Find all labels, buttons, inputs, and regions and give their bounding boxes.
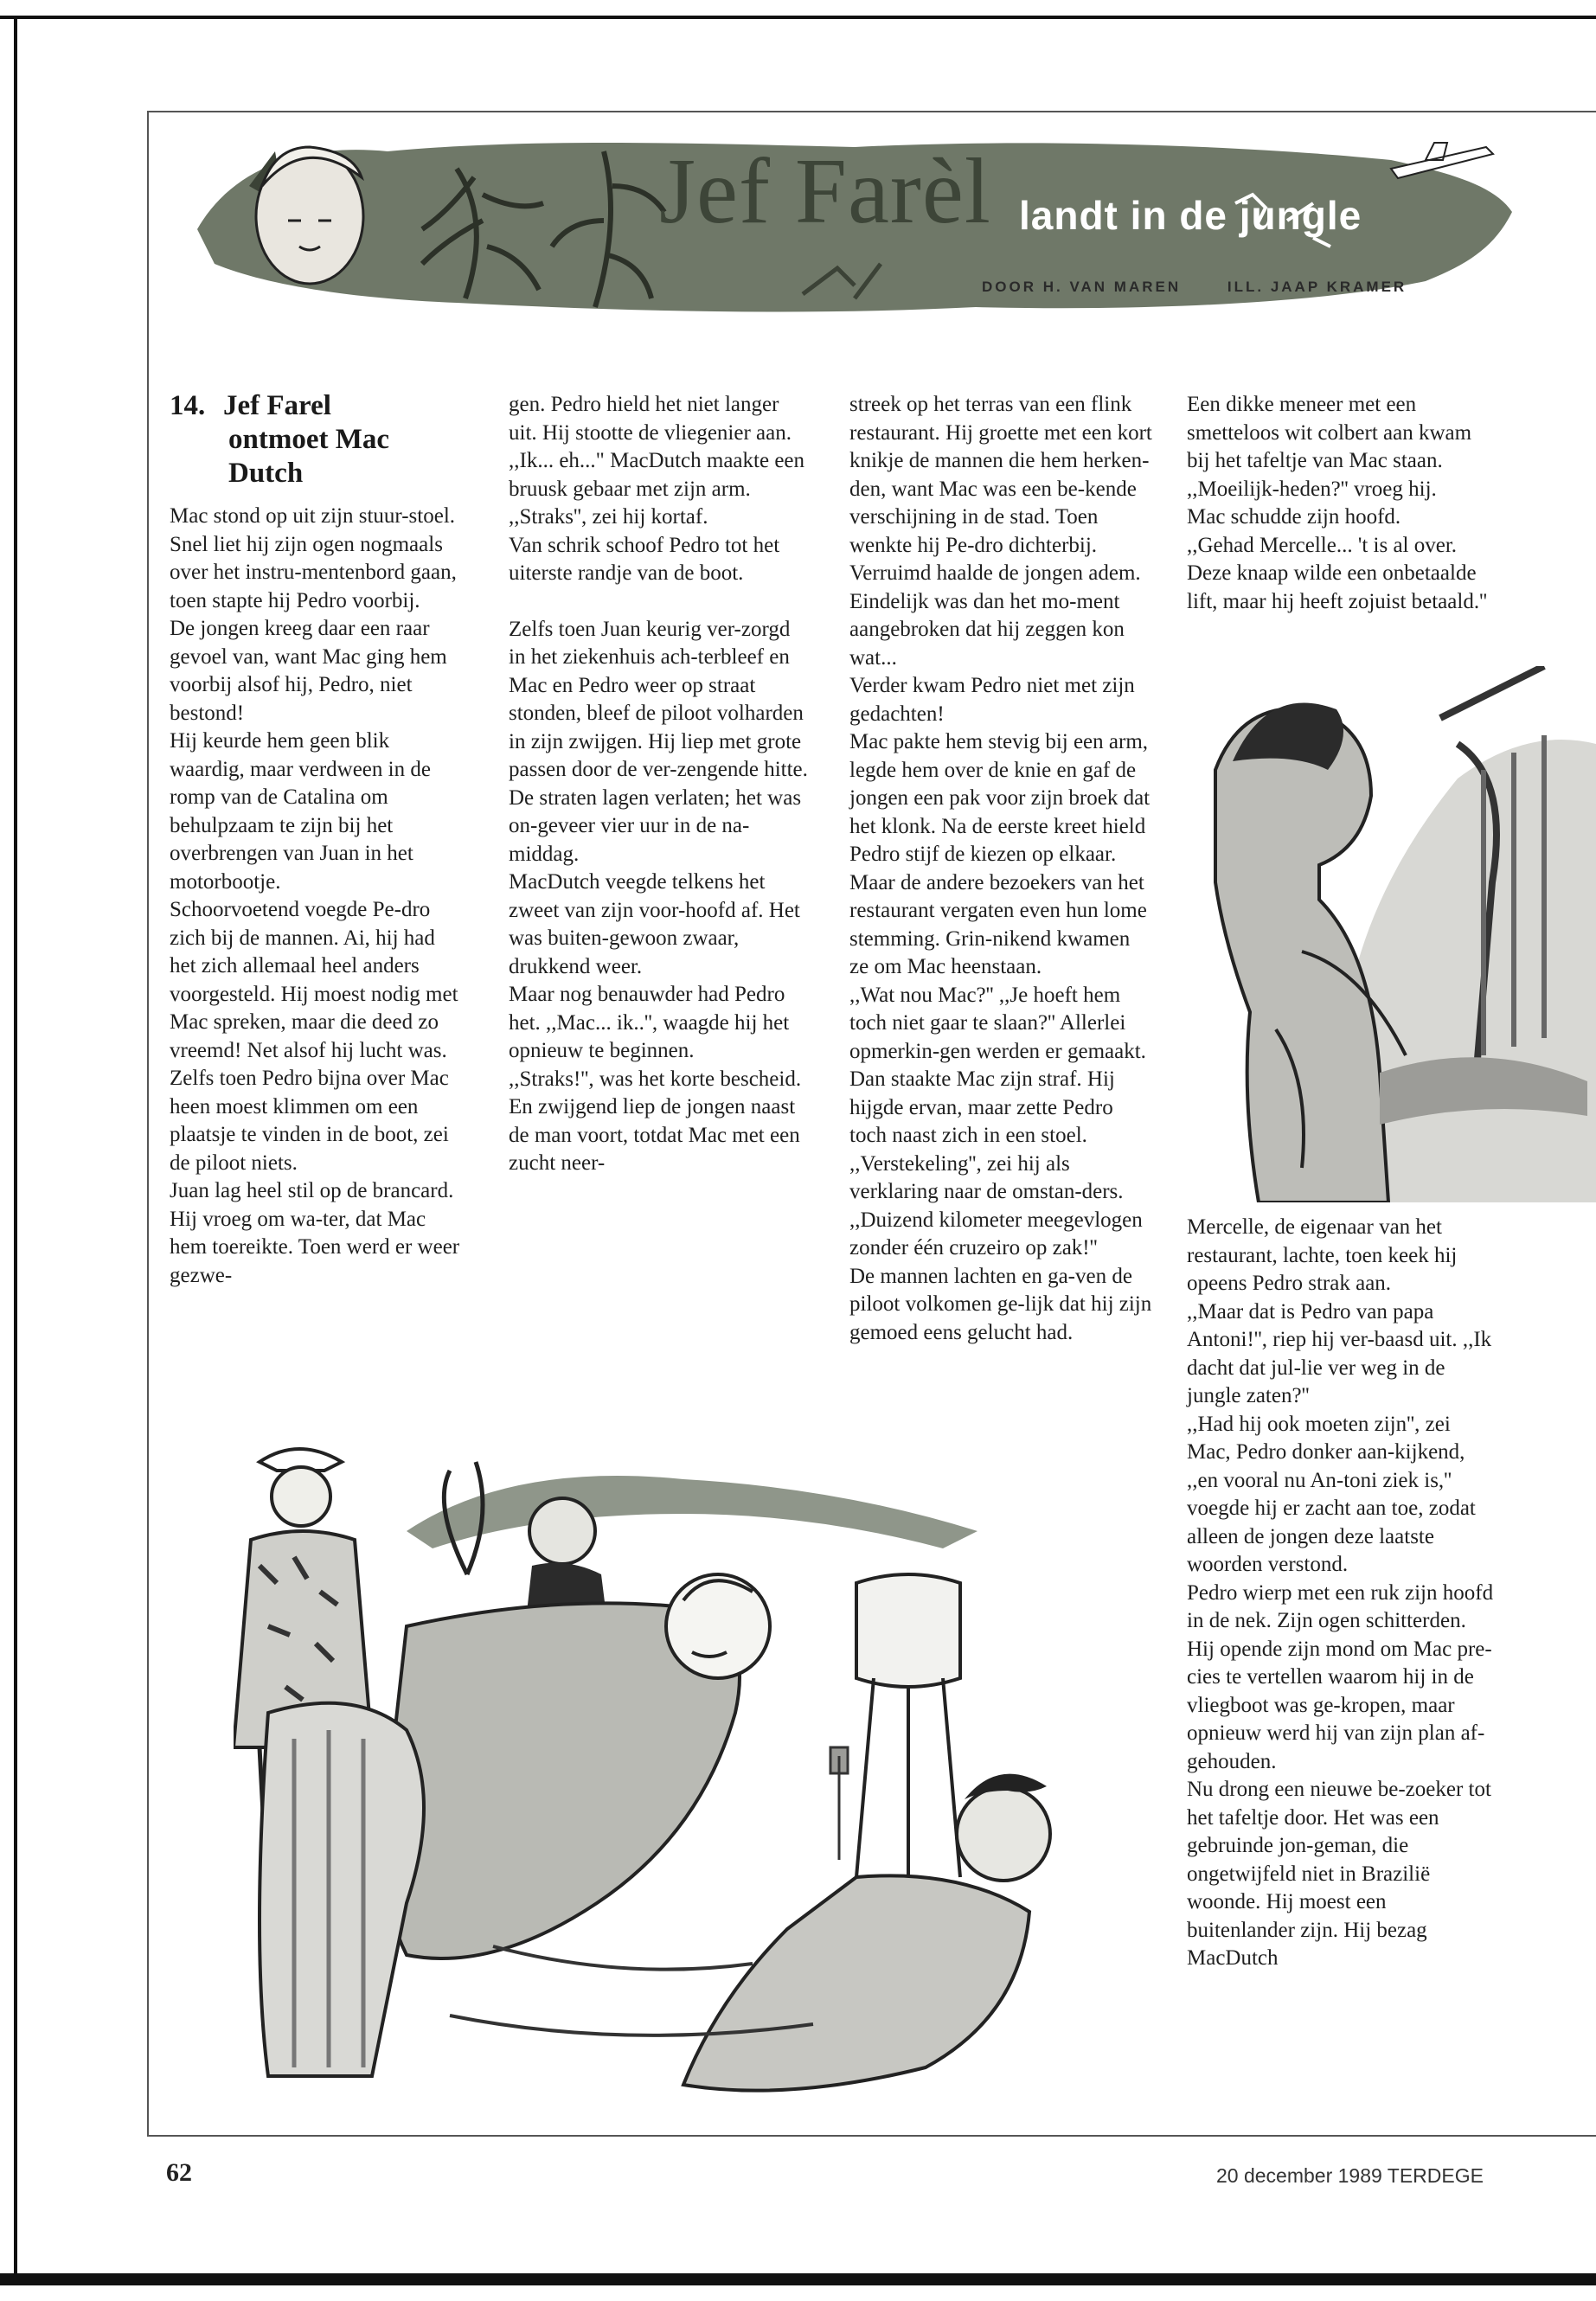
paragraph: Zelfs toen Pedro bijna over Mac heen moest klimmen om een plaatsje te vinden in de boot, zei de piloot niets. — [170, 1067, 449, 1175]
paragraph: En zwijgend liep de jongen naast de man voort, totdat Mac met een zucht neer- — [509, 1095, 800, 1175]
text-column-1 — [170, 389, 464, 1290]
chapter-title-line: Jef Farel — [223, 390, 331, 421]
text-column-2 — [509, 391, 811, 1178]
page-frame-top — [0, 16, 1596, 19]
paragraph: ,,Maar dat is Pedro van papa Antoni!'', riep hij ver-baasd uit. ,,Ik dacht dat jul-lie ver weg in de jungle zaten?'' — [1187, 1299, 1492, 1407]
paragraph: ,,Straks'', zei hij kortaf. — [509, 505, 708, 529]
paragraph: Mac pakte hem stevig bij een arm, legde hem over de knie en gaf de jongen een pak voor zijn broek dat het klonk. Na de eerste kreet hield Pedro stijf de kiezen op elkaar. Maar de andere bezoekers van het restaurant vergaten even hun lome stemming. Grin-nikend kwamen ze om Mac heenstaan. — [849, 730, 1151, 978]
pedro-chair-illustration — [1198, 666, 1596, 1202]
paragraph: Maar nog benauwder had Pedro het. ,,Mac... ik..'', waagde hij het opnieuw te beginnen. — [509, 983, 790, 1062]
paragraph: Een dikke meneer met een smetteloos wit colbert aan kwam bij het tafeltje van Mac staan. ,,Moeilijk-heden?'' vroeg hij. — [1187, 393, 1472, 501]
paragraph: Mac stond op uit zijn stuur-stoel. Snel liet hij zijn ogen nogmaals over het instru-mentenbord gaan, toen stapte hij Pedro voorbij. — [170, 504, 457, 612]
paragraph: Pedro wierp met een ruk zijn hoofd in de nek. Zijn ogen schitterden. Hij opende zijn mond om Mac pre-cies te vertellen waarom hij in de vliegboot was ge-kropen, maar opnieuw werd hij van zijn plan af-gehouden. — [1187, 1580, 1494, 1773]
paragraph: ,,Gehad Mercelle... 't is al over. Deze knaap wilde een onbetaalde lift, maar hij heeft zojuist betaald.'' — [1187, 533, 1488, 613]
paragraph: ,,Verstekeling'', zei hij als verklaring naar de omstan-ders. ,,Duizend kilometer meegevlogen zonder één cruzeiro op zak!'' — [849, 1151, 1143, 1259]
illustrator-credit: ILL. JAAP KRAMER — [1227, 279, 1407, 295]
story-title: Jef Farèl — [659, 140, 991, 243]
paragraph: Verder kwam Pedro niet met zijn gedachten! — [849, 674, 1135, 726]
paragraph: Schoorvoetend voegde Pe-dro zich bij de mannen. Ai, hij had het zich allemaal heel anders voorgesteld. Hij moest nodig met Mac spreken, maar die deed zo vreemd! Net alsof hij lucht was. — [170, 898, 458, 1062]
page-frame-bottom — [0, 2273, 1596, 2285]
paragraph: Mac schudde zijn hoofd. — [1187, 505, 1401, 529]
restaurant-scene-illustration — [234, 1427, 1151, 2119]
text-column-4-top — [1187, 391, 1498, 616]
paragraph: ,,Straks!'', was het korte bescheid. — [509, 1067, 802, 1091]
chapter-title-line: Dutch — [228, 458, 304, 489]
page-number: 62 — [166, 2158, 192, 2187]
paragraph: ,,Had hij ook moeten zijn'', zei Mac, Pedro donker aan-kijkend, ,,en vooral nu An-toni ziek is,'' voegde hij er zacht aan toe, zodat alleen de jongen deze laatste woorden verstond. — [1187, 1412, 1476, 1576]
paragraph: Van schrik schoof Pedro tot het uiterste randje van de boot. — [509, 533, 780, 585]
chapter-number: 14. — [170, 390, 206, 421]
text-column-4-bottom — [1187, 1214, 1498, 1973]
issue-date: 20 december 1989 TERDEGE — [1216, 2164, 1484, 2187]
page-frame-left — [14, 16, 17, 2284]
paragraph: Mercelle, de eigenaar van het restaurant, lachte, toen keek hij opeens Pedro strak aan. — [1187, 1215, 1458, 1295]
text-column-3 — [849, 391, 1154, 1347]
byline — [982, 279, 1446, 296]
paragraph: De jongen kreeg daar een raar gevoel van, want Mac ging hem voorbij alsof hij, Pedro, niet bestond! — [170, 617, 447, 725]
story-subtitle: landt in de jungle — [1019, 193, 1362, 238]
paragraph: Dan staakte Mac zijn straf. Hij hijgde ervan, maar zette Pedro toch naast zich in een stoel. — [849, 1067, 1115, 1147]
paragraph: streek op het terras van een flink restaurant. Hij groette met een kort knikje de mannen die hem herken-den, want Mac was een be-kende verschijning in de stad. Toen wenkte hij Pe-dro dichterbij. Verruimd haalde de jongen adem. — [849, 393, 1152, 585]
paragraph: De mannen lachten en ga-ven de piloot volkomen ge-lijk dat hij zijn gemoed eens gelucht had. — [849, 1264, 1152, 1344]
chapter-heading — [170, 389, 464, 490]
paragraph: gen. Pedro hield het niet langer uit. Hij stootte de vliegenier aan. ,,Ik... eh..." MacDutch maakte een bruusk gebaar met zijn arm. — [509, 393, 805, 501]
paragraph: ,,Wat nou Mac?'' ,,Je hoeft hem toch niet gaar te slaan?'' Allerlei opmerkin-gen werden er gemaakt. — [849, 983, 1146, 1063]
chapter-title-line: ontmoet Mac — [228, 424, 390, 455]
paragraph: Nu drong een nieuwe be-zoeker tot het tafeltje door. Het was een gebruinde jon-geman, die ongetwijfeld niet in Brazilië woonde. Hij moest een buitenlander zijn. Hij bezag MacDutch — [1187, 1778, 1491, 1970]
paragraph: Juan lag heel stil op de brancard. Hij vroeg om wa-ter, dat Mac hem toereikte. Toen werd er weer gezwe- — [170, 1179, 460, 1287]
paragraph: Hij keurde hem geen blik waardig, maar verdween in de romp van de Catalina om behulpzaam te zijn bij het overbrengen van Juan in het motorbootje. — [170, 729, 431, 894]
paragraph: Zelfs toen Juan keurig ver-zorgd in het ziekenhuis ach-terbleef en Mac en Pedro weer op straat stonden, bleef de piloot volharden in zijn zwijgen. Hij liep met grote passen door de ver-zengende hitte. De straten lagen verlaten; het was on-geveer vier uur in de na-middag. — [509, 617, 808, 866]
paragraph: Eindelijk was dan het mo-ment aangebroken dat hij zeggen kon wat... — [849, 589, 1125, 670]
paragraph: MacDutch veegde telkens het zweet van zijn voor-hoofd af. Het was buiten-gewoon zwaar, drukkend weer. — [509, 870, 800, 978]
author-credit: DOOR H. VAN MAREN — [982, 279, 1182, 295]
